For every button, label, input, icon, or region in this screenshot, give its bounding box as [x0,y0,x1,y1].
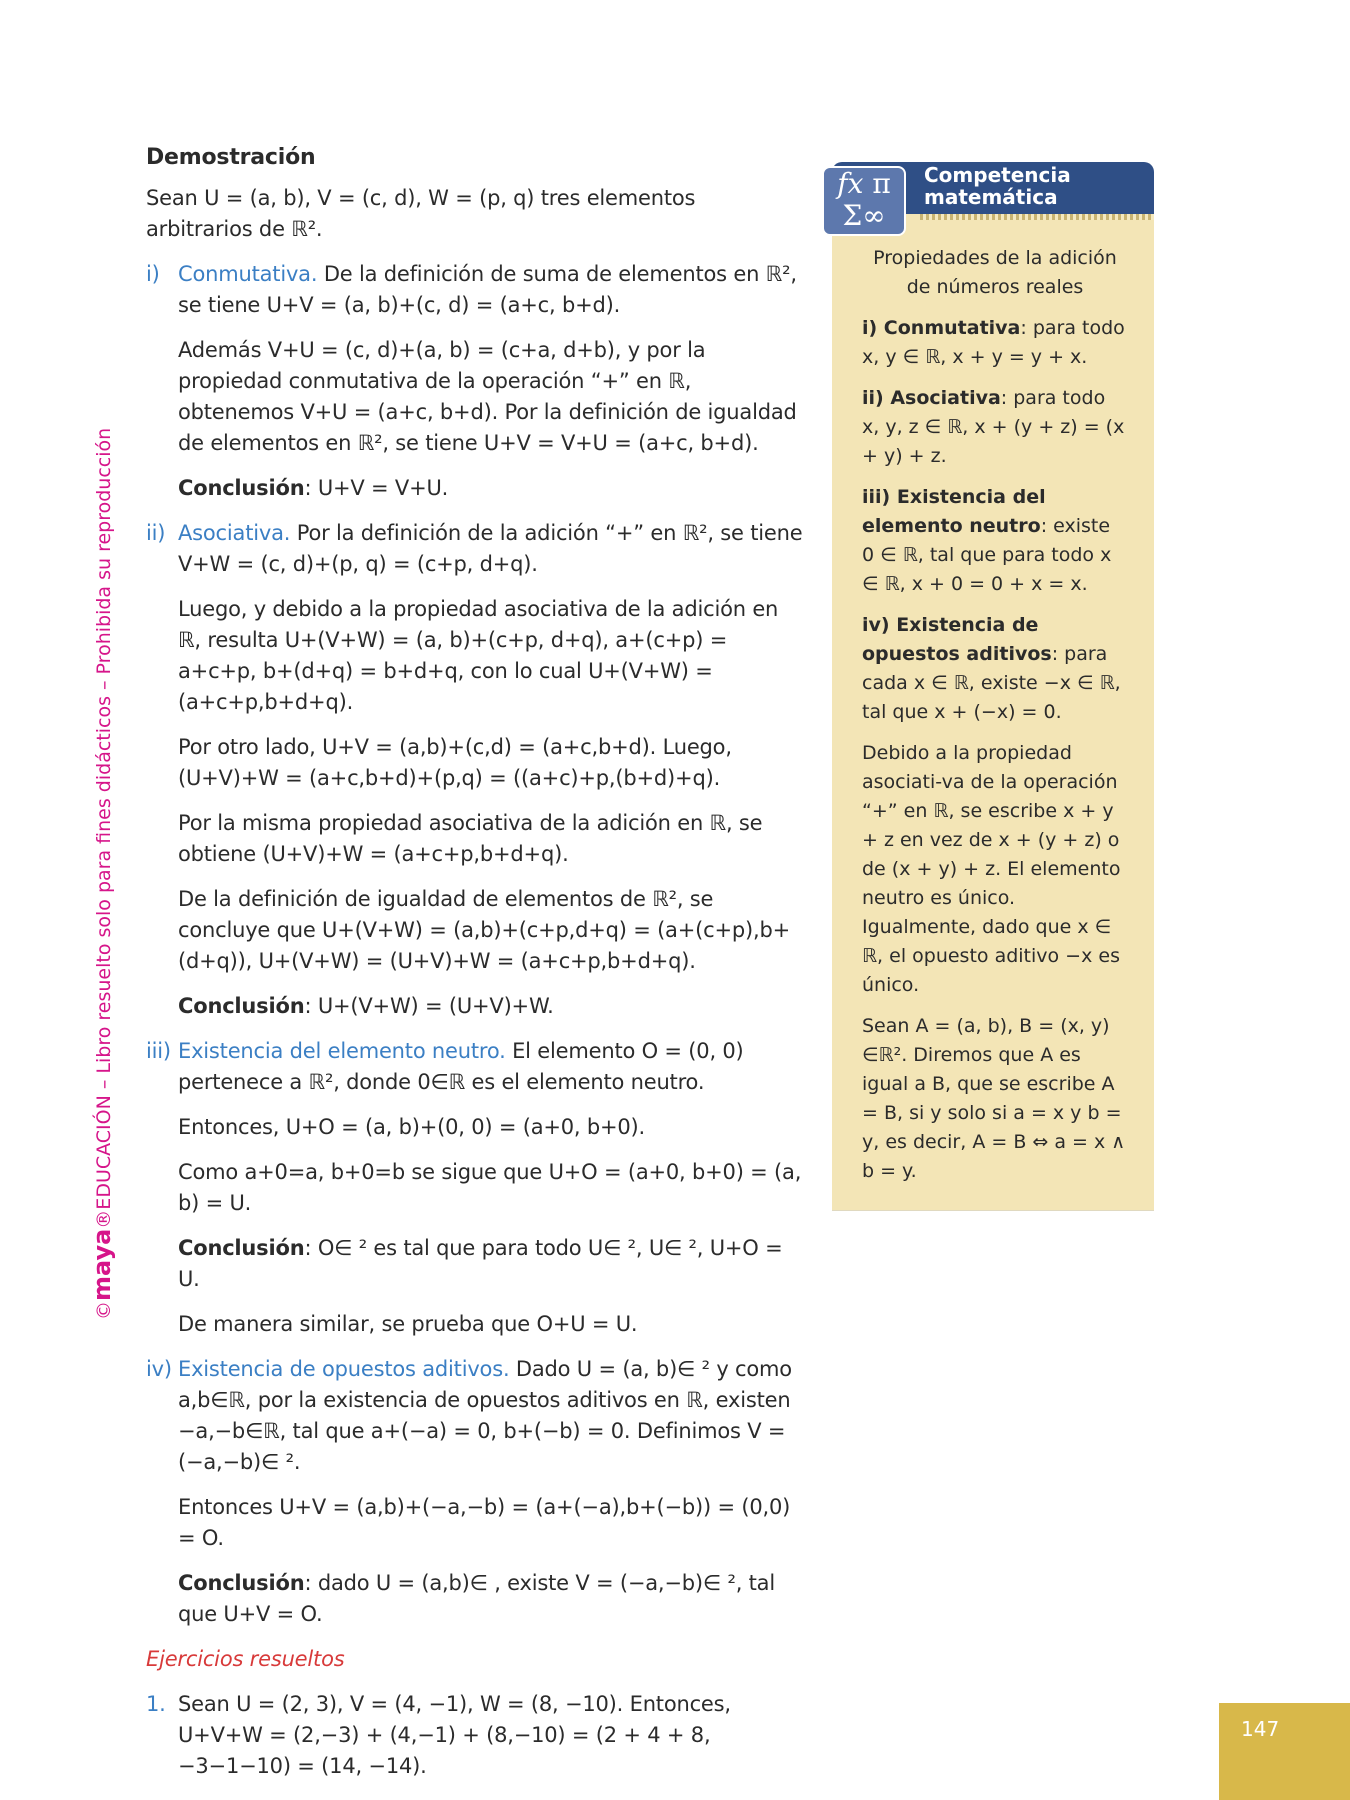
prop-label: iv) Existencia de opuestos aditivos [862,614,1052,665]
prop-text: : para cada x ∈ ℝ, existe −x ∈ ℝ, tal que x + (−x) = 0. [862,643,1121,723]
conclusion-label: Conclusión [178,1236,305,1260]
prop-text: : para todo x, y, z ∈ ℝ, x + (y + z) = (x + y) + z. [862,387,1125,467]
header-stripe [920,214,1154,220]
property-lead: Dado U = (a, b)∈ ² y como a,b∈ℝ, por la existencia de opuestos aditivos en ℝ, existen −a,−b∈ℝ, tal que a+(−a) = 0, b+(−b) = 0. Definimos V = (−a,−b)∈ ². [178,1357,792,1474]
property-label: Existencia del elemento neutro. [178,1039,506,1063]
math-symbols-icon [822,166,906,236]
property-lead: El elemento O = (0, 0) pertenece a ℝ², donde 0∈ℝ es el elemento neutro. [178,1039,744,1094]
intro-paragraph: Sean U = (a, b), V = (c, d), W = (p, q) tres elementos arbitrarios de ℝ². [146,186,696,241]
conclusion-label: Conclusión [178,994,305,1018]
conclusion-label: Conclusión [178,476,305,500]
copyright-notice: ®EDUCACIÓN – Libro resuelto solo para fines didácticos – Prohibida su reproducción [93,427,115,1229]
exercise-line: Sean U = (2, 3), V = (4, −1), W = (8, −10). Entonces, [178,1692,731,1716]
property-associative [146,518,806,1022]
brand-logo-text: maya [88,1228,116,1301]
math-icon-top: 𝑓𝑥 π [837,167,891,200]
proof-paragraph: De la definición de igualdad de elementos de ℝ², se concluye que U+(V+W) = (a,b)+(c+p,d+q) = (a+(c+p),b+(d+q)), U+(V+W) = (U+V)+W = (a+c+p,b+d+q). [178,887,790,973]
math-competence-sidebar [832,162,1154,1211]
property-lead: Por la definición de la adición “+” en ℝ², se tiene V+W = (c, d)+(p, q) = (c+p, d+q). [178,521,803,576]
item-number: iii) [146,1039,171,1063]
property-label: Conmutativa. [178,262,318,286]
exercises-title: Ejercicios resueltos [146,1647,345,1671]
exercise-item [146,1689,806,1782]
sidebar-title-line: matemática [924,185,1058,209]
prop-label: iii) Existencia del elemento neutro [862,486,1046,537]
proof-paragraph: Luego, y debido a la propiedad asociativa de la adición en ℝ, resulta U+(V+W) = (a, b)+(c+p, d+q), a+(c+p) = a+c+p, b+(d+q) = b+d+q, con lo cual U+(V+W) = (a+c+p,b+d+q). [178,597,779,714]
property-lead: De la definición de suma de elementos en ℝ², se tiene U+V = (a, b)+(c, d) = (a+c, b+d). [178,262,797,317]
prop-text: : para todo x, y ∈ ℝ, x + y = y + x. [862,317,1125,368]
conclusion-text: : O∈ ² es tal que para todo U∈ ², U∈ ², U+O = U. [178,1236,783,1291]
proof-paragraph: Además V+U = (c, d)+(a, b) = (c+a, d+b), y por la propiedad conmutativa de la operación “+” en ℝ, obtenemos V+U = (a+c, b+d). Por la definición de igualdad de elementos en ℝ², se tiene U+V = V+U = (a+c, b+d). [178,338,797,455]
conclusion-label: Conclusión [178,1571,305,1595]
property-commutative [146,259,806,504]
copyright-symbol: © [93,1301,115,1320]
proof-paragraph: Por la misma propiedad asociativa de la adición en ℝ, se obtiene (U+V)+W = (a+c+p,b+d+q). [178,811,763,866]
main-column [146,142,806,1782]
property-label: Existencia de opuestos aditivos. [178,1357,510,1381]
property-label: Asociativa. [178,521,291,545]
prop-label: i) Conmutativa [862,317,1021,339]
property-neutral-element [146,1036,806,1340]
item-number: iv) [146,1357,172,1381]
section-heading: Demostración [146,145,316,170]
proof-paragraph: Entonces, U+O = (a, b)+(0, 0) = (a+0, b+0). [178,1115,646,1139]
proof-paragraph: De manera similar, se prueba que O+U = U. [178,1312,638,1336]
conclusion-text: : U+V = V+U. [304,476,449,500]
sidebar-note: Debido a la propiedad asociati-va de la operación “+” en ℝ, se escribe x + y + z en vez de x + (y + z) o de (x + y) + z. El elemento neutro es único. Igualmente, dado que x ∈ ℝ, el opuesto aditivo −x es único. [862,742,1121,996]
sidebar-title-line: Competencia [924,163,1071,187]
conclusion-text: : dado U = (a,b)∈ , existe V = (−a,−b)∈ ², tal que U+V = O. [178,1571,775,1626]
exercise-number: 1. [146,1692,166,1716]
prop-label: ii) Asociativa [862,387,1001,409]
proof-paragraph: Como a+0=a, b+0=b se sigue que U+O = (a+0, b+0) = (a, b) = U. [178,1160,802,1215]
copyright-vertical-text [88,427,118,1320]
sidebar-note: Sean A = (a, b), B = (x, y) ∈ℝ². Diremos que A es igual a B, que se escribe A = B, si y solo si a = x y b = y, es decir, A = B ⇔ a = x ∧ b = y. [862,1015,1126,1182]
sidebar-title [924,164,1071,208]
math-icon-bottom: Σ∞ [842,199,886,232]
property-additive-inverse [146,1354,806,1630]
sidebar-subtitle: Propiedades de la adición de números reales [873,247,1117,298]
proof-paragraph: Entonces U+V = (a,b)+(−a,−b) = (a+(−a),b+(−b)) = (0,0) = O. [178,1495,791,1550]
exercise-line: U+V+W = (2,−3) + (4,−1) + (8,−10) = (2 + 4 + 8, −3−1−10) = (14, −14). [178,1723,711,1778]
sidebar-header [832,162,1154,232]
proof-paragraph: Por otro lado, U+V = (a,b)+(c,d) = (a+c,b+d). Luego, (U+V)+W = (a+c,b+d)+(p,q) = ((a+c)+p,(b+d)+q). [178,735,732,790]
conclusion-text: : U+(V+W) = (U+V)+W. [304,994,554,1018]
prop-text: : existe 0 ∈ ℝ, tal que para todo x ∈ ℝ, x + 0 = 0 + x = x. [862,515,1112,595]
item-number: ii) [146,521,166,545]
sidebar-body [832,214,1154,1211]
item-number: i) [146,262,160,286]
page-number: 147 [1219,1703,1350,1800]
